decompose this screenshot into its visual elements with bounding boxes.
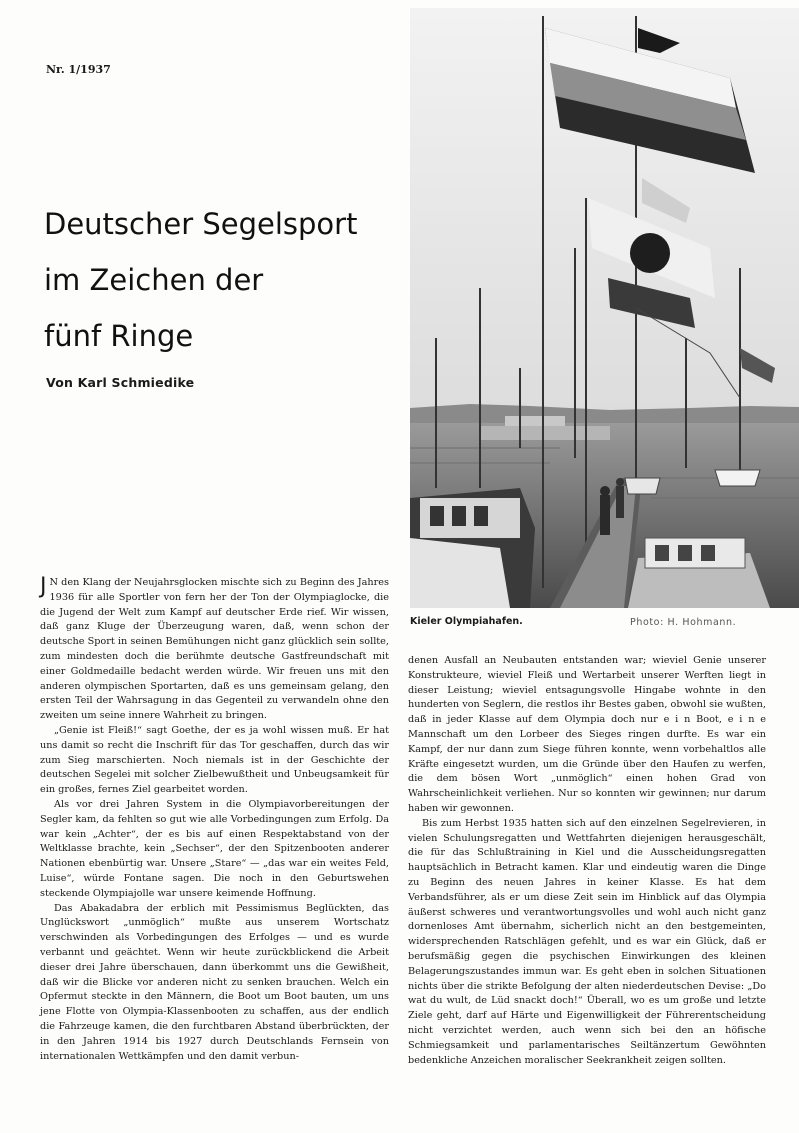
title-line-3: fünf Ringe xyxy=(44,319,194,353)
drop-cap: J xyxy=(40,574,47,599)
article-title xyxy=(44,196,404,364)
title-line-2: im Zeichen der xyxy=(44,263,264,297)
paragraph: Das Abakadabra der erblich mit Pessimismus Beglückten, das Unglückswort „unmöglich“ mußte aus unserem Wortschatz verschwinden als Vorbedingungen des Erfolges — und es wurde verbannt und geächtet. Wenn wir heute zurückblickend die Arbeit dieser drei Jahre überschauen, dann überkommt uns die Gewißheit, daß wir die Blicke vor anderen nicht zu senken brauchen. Welch ein Opfermut steckte in den Männern, die Boot um Boot bauten, um uns jene Flotte von Olympia-Klassenbooten zu schaffen, aus der endlich die Fahrzeuge kamen, die den furchtbaren Abstand überbrückten, der in den Jahren 1914 bis 1927 durch Deutschlands Fernsein von internationalen Wettkämpfen und den damit verbun- xyxy=(40,902,389,1062)
harbor-photo xyxy=(410,8,799,608)
photo-credit: Photo: H. Hohmann. xyxy=(630,617,737,628)
issue-number: Nr. 1/1937 xyxy=(46,63,111,76)
byline: Von Karl Schmiedike xyxy=(46,375,195,390)
paragraph xyxy=(40,576,389,724)
paragraph: denen Ausfall an Neubauten entstanden war; wieviel Genie unserer Konstrukteure, wieviel Fleiß und Wertarbeit unserer Werften liegt in dieser Leistung; wieviel entsagungsvolle Hingabe wohnte in den hunderten von Seglern, die restlos ihr Bestes gaben, obwohl sie wußten, daß in jeder Klasse auf dem Olympia doch nur e i n Boot, e i n e Mannschaft um den Lorbeer des Sieges ringen durfte. Es war ein Kampf, der nur dann zum Siege führen konnte, wenn vorbehaltlos alle Kräfte eingesetzt wurden, um die Gründe über den Haufen zu werfen, die dem bösen Wort „unmöglich“ einen hohen Grad von Wahrscheinlichkeit verliehen. Nur so konnten wir gewinnen; nur darum haben wir gewonnen. xyxy=(408,655,766,814)
paragraph: Als vor drei Jahren System in die Olympiavorbereitungen der Segler kam, da fehlten so gut wie alle Vorbedingungen zum Erfolg. Da war kein „Achter“, der es bis auf einen Respektabstand von der Weltklasse brachte, kein „Sechser“, der den Spitzenbooten anderer Nationen ebenbürtig war. Unsere „Stare“ — „das war ein weites Feld, Luise“, würde Fontane sagen. Die noch in den Geburtswehen steckende Olympiajolle war unsere keimende Hoffnung. xyxy=(40,798,389,899)
harbor-photo-drawing xyxy=(410,8,799,608)
paragraph: Bis zum Herbst 1935 hatten sich auf den einzelnen Segelrevieren, in vielen Schulungsregatten und Wettfahrten diejenigen herausgeschält, die für das Schlußtraining in Kiel und die Ausscheidungsregatten hauptsächlich in Betracht kamen. Klar und eindeutig waren die Dinge zu Beginn des neuen Jahres in keiner Klasse. Es hat dem Verbandsführer, als er um diese Zeit sein im Hinblick auf das Olympia äußerst schweres und verantwortungsvolles und wohl auch nicht ganz dornenloses Amt übernahm, sicherlich nicht an den bestgemeinten, widersprechenden Ratschlägen gefehlt, und es war ein Glück, daß er berufsmäßig gegen die psychischen Einwirkungen des kleinen Belagerungszustandes immun war. Es geht eben in solchen Situationen nichts über die strikte Befolgung der alten niederdeutschen Devise: „Do wat du wult, de Lüd snackt doch!“ Überall, wo es um große und letzte Ziele geht, darf auf Härte und Eigenwilligkeit der Führerentscheidung nicht verzichtet werden, auch wenn sich bei den an höfische Schmiegsamkeit und parlamentarisches Seiltänzertum Gewöhnten bedenkliche Anzeichen moralischer Seekrankheit zeigen sollten. xyxy=(408,817,766,1066)
article-column-2 xyxy=(408,654,766,1068)
photo-caption: Kieler Olympiahafen. xyxy=(410,616,523,627)
paragraph-text: N den Klang der Neujahrsglocken mischte sich zu Beginn des Jahres 1936 für alle Sportler von fern her der Ton der Olympiaglocke, die die Jugend der Welt zum Kampf auf deutscher Erde rief. Wir wissen, daß ganz Kluge der Überzeugung waren, daß, wenn schon der deutsche Sport in seinen Bemühungen nicht ganz glücklich sein sollte, zum mindesten doch die berühmte deutsche Gastfreundschaft mit einer Goldmedaille bedacht werden würde. Wir freuen uns mit den anderen olympischen Sportarten, daß es uns gemeinsam gelang, den ersten Teil der Wahrsagung in das Gegenteil zu verwandeln ohne den zweiten um seine innere Wahrheit zu bringen. xyxy=(40,577,389,722)
title-line-1: Deutscher Segelsport xyxy=(44,207,358,241)
article-column-1 xyxy=(40,576,389,1064)
paragraph: „Genie ist Fleiß!“ sagt Goethe, der es ja wohl wissen muß. Er hat uns damit so recht die Inschrift für das Tor geschaffen, durch das wir zum Sieg marschierten. Noch niemals ist in der Geschichte der deutschen Segelei mit solcher Zielbewußtheit und Unbeugsamkeit für ein großes, fernes Ziel gearbeitet worden. xyxy=(40,724,389,796)
